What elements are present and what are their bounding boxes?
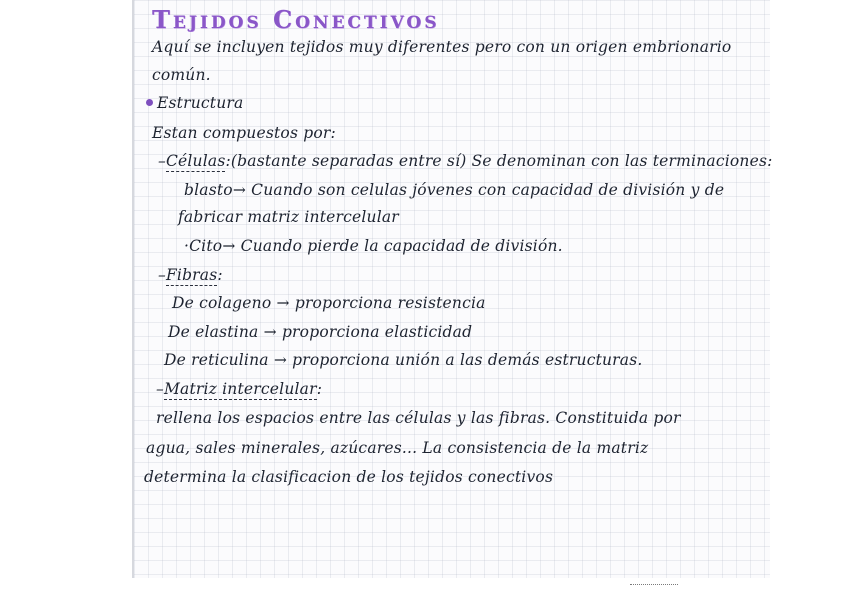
celulas-label: Células (165, 152, 226, 170)
footer-mark (630, 584, 678, 588)
intro-line-1: Aquí se incluyen tejidos muy diferentes pero con un origen embrionario (152, 38, 732, 56)
matriz-text-line-2: agua, sales minerales, azúcares... La consistencia de la matriz (146, 439, 649, 457)
blasto-description: Cuando son celulas jóvenes con capacidad de división y de (251, 181, 725, 199)
intro-line-2: común. (152, 66, 211, 84)
matriz-text-line-1: rellena los espacios entre las células y las fibras. Constituida por (156, 409, 681, 427)
arrow-icon: → (276, 294, 290, 312)
blasto-line-2: fabricar matriz intercelular (178, 208, 399, 226)
fibras-line (158, 268, 223, 284)
cito-term: ·Cito (184, 237, 223, 255)
fibras-colon: : (217, 266, 223, 284)
matriz-colon: : (316, 380, 323, 398)
fibra-item-reticulina (164, 353, 643, 369)
fibra-name: De colageno (172, 294, 272, 312)
blasto-line (184, 183, 724, 199)
celulas-description: :(bastante separadas entre sí) Se denominan con las terminaciones: (225, 152, 773, 170)
fibra-description: proporciona resistencia (294, 294, 486, 312)
celulas-line (158, 154, 773, 170)
arrow-icon: → (232, 181, 247, 199)
blasto-term: blasto (184, 181, 233, 199)
arrow-icon: → (263, 323, 277, 341)
fibra-name: De elastina (168, 323, 259, 341)
arrow-icon: → (222, 237, 236, 255)
fibra-description: proporciona elasticidad (281, 323, 473, 341)
estructura-heading (146, 96, 243, 112)
fibra-item-colageno (172, 296, 486, 312)
matriz-text-line-3: determina la clasificacion de los tejidos conectivos (144, 468, 554, 486)
grid-paper-sheet (132, 0, 773, 578)
dash-marker: – (158, 266, 166, 284)
arrow-icon: → (273, 351, 288, 369)
fibras-label: Fibras (165, 266, 218, 284)
fibra-description: proporciona unión a las demás estructuras. (292, 351, 643, 369)
estructura-label: Estructura (157, 94, 244, 112)
fibra-item-elastina (168, 325, 472, 341)
matriz-line (156, 382, 322, 398)
cito-description: Cuando pierde la capacidad de división. (240, 237, 563, 255)
matriz-label: Matriz intercelular (163, 380, 317, 398)
cito-line (184, 239, 563, 255)
bullet-icon (146, 99, 153, 106)
compuestos-line: Estan compuestos por: (152, 124, 336, 142)
page-title: Tejidos Conectivos (152, 5, 440, 34)
dash-marker: – (158, 152, 166, 170)
dash-marker: – (156, 380, 164, 398)
fibra-name: De reticulina (164, 351, 269, 369)
